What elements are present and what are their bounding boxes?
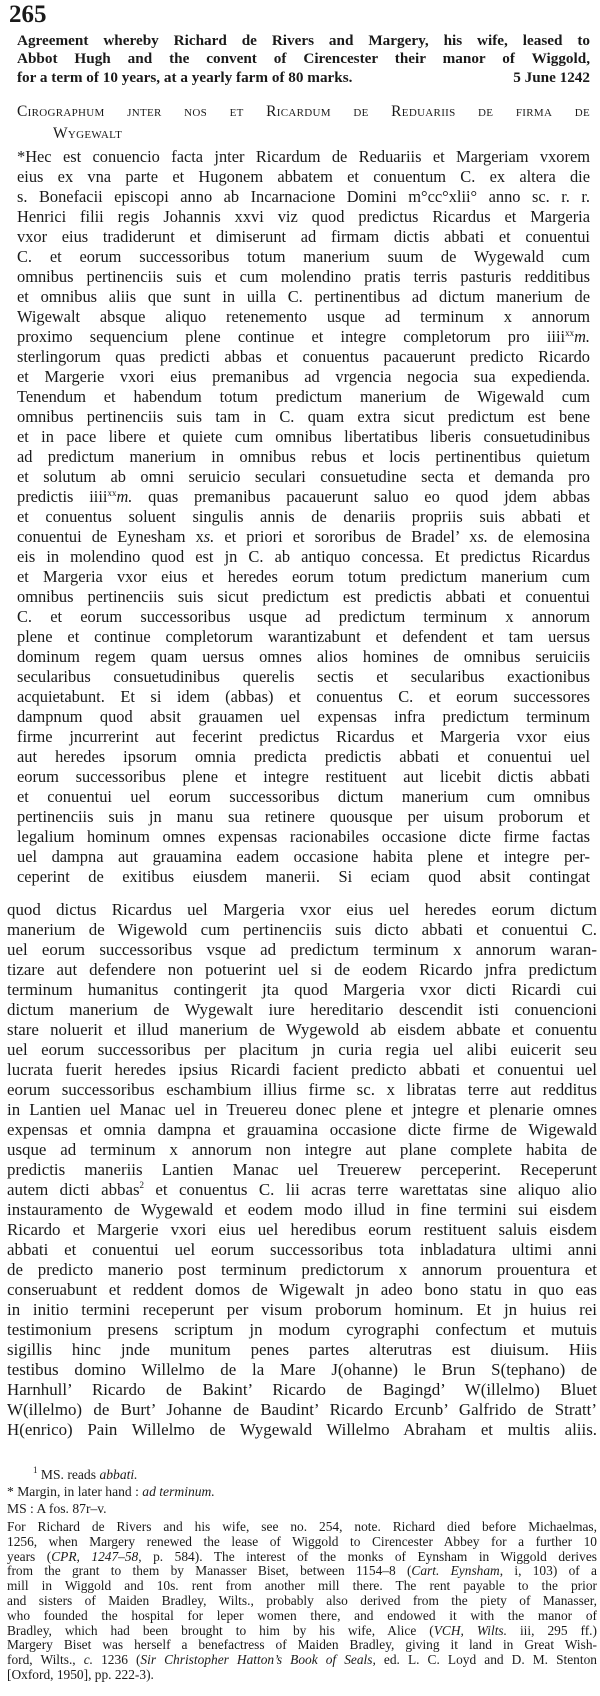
italic-segment: c. (83, 1653, 94, 1668)
text-line: predictis maneriis Lantien Manac uel Treuerew perceperint. Receperunt (7, 1160, 597, 1179)
text-line: Harnhull’ Ricardo de Bakint’ Ricardo de Bagingd’ W(illelmo) Bluet (7, 1380, 597, 1399)
text-segment: conuentui de Eynesham x (17, 527, 204, 546)
footnote-text: MS. reads (37, 1467, 100, 1482)
commentary-line (7, 1624, 597, 1639)
text-line: Henrici filii regis Johannis xxvi viz quod predictus Ricardus et Margeria (17, 207, 590, 226)
charter-text-part-1 (17, 147, 590, 887)
text-line: expensas et omnia dampna et grauamina occasione dicte firme de Wigewald (7, 1120, 597, 1139)
text-segment: , i, 103) of a (499, 1564, 597, 1579)
text-line: dampnum quod absit grauamen uel expensas infra predictum terminum (17, 707, 590, 726)
text-line: terminum humanitus contingerit jta quod Margeria vxor dicti Ricardi cui (7, 980, 597, 999)
text-line: de predicto manerio post terminum predictorum x annorum prouentura et (7, 1260, 597, 1279)
entry-heading (17, 32, 590, 87)
text-segment: 1236 ( (93, 1653, 141, 1668)
text-segment: proximo sequencium plene continue et integre completorum pro iiii (17, 327, 566, 346)
text-line: dominum regem quam uersus omnes alios homines de omnibus seruiciis (17, 647, 590, 666)
text-line: uel dampna aut grauamina eadem occasione habita plene et integre per- (17, 847, 590, 866)
text-line: uel eorum successoribus per placitum jn curia regia uel alibi euicerit seu (7, 1040, 597, 1059)
entry-number: 265 (9, 1, 47, 28)
text-line: manerium de Wigewold cum pertinenciis suis dicto abbati et conuentui C. (7, 920, 597, 939)
text-line: firme jncurrerint aut fecerint predictus Ricardus et Margeria vxor eius (17, 727, 590, 746)
text-line (17, 327, 590, 347)
footnote-ref: 2 (139, 1180, 145, 1190)
text-segment: predictis iiii (17, 487, 108, 506)
text-line: secularibus consuetudinibus querelis sectis et secularibus exactionibus (17, 667, 590, 686)
text-line: in initio termini receperunt per visum proborum hominum. Et jn huius rei (7, 1300, 597, 1319)
charter-text-part-2 (7, 900, 597, 1440)
text-line: uel eorum successoribus vsque ad predictum terminum x annorum waran- (7, 940, 597, 959)
text-line: testimonium presens scriptum jn modum cyrographi confectum et mutuis (7, 1320, 597, 1339)
italic-segment: s. (477, 527, 488, 546)
text-line: H(enrico) Pain Willelmo de Wygewald Willelmo Abraham et multis aliis. (7, 1420, 597, 1439)
text-segment: et priori et sororibus de Bradel’ x (214, 527, 478, 546)
text-line: et solutum ab omni seruicio seculari consuetudine secta et demanda pro (17, 467, 590, 486)
text-segment: ford, Wilts., (7, 1653, 84, 1668)
text-line: in Lantien uel Manac uel in Treuereu donec plene et jntegre et plenarie omnes (7, 1100, 597, 1119)
text-line: plene et continue completorum warantizabunt et defendent et tam uersus (17, 627, 590, 646)
text-line: vxor eius tradiderunt et dimiserunt ad firmam dictis abbati et conuentui (17, 227, 590, 246)
footnotes (7, 1466, 597, 1517)
text-line: s. Bonefacii episcopi anno ab Incarnacione Domini m°cc°xlii° anno sc. r. r. (17, 187, 590, 206)
text-line: W(illelmo) de Burt’ Johanne de Baudint’ Ricardo Ercunb’ Galfrido de Stratt’ (7, 1400, 597, 1419)
text-line: acquietabunt. Et si idem (abbas) et conuentus C. et eorum successores (17, 687, 590, 706)
text-line: *Hec est conuencio facta jnter Ricardum de Reduariis et Margeriam vxorem (17, 147, 590, 166)
italic-segment: CPR, 1247–58 (51, 1549, 139, 1564)
text-line: eis in molendino quod est jn C. ab antiquo concessa. Et predictus Ricardus (17, 547, 590, 566)
text-line: quod dictus Ricardus uel Margeria vxor eius uel heredes eorum dictum (7, 900, 597, 919)
commentary-line: who founded the hospital for leper women there, and endowed it with the manor of (7, 1608, 597, 1623)
heading-last-line (17, 69, 590, 87)
commentary-line (7, 1564, 597, 1579)
text-line: dictum manerium de Wygewalt iure hereditario descendit isti conuencioni (7, 1000, 597, 1019)
text-segment: de elemosina (487, 527, 590, 546)
text-line: omnibus pertinenciis suis sicut predictum est predictis abbati et conuentui (17, 587, 590, 606)
text-line: aut heredes ipsorum omnia predicta predictis abbati et conuentui uel (17, 747, 590, 766)
text-line: et in pace libere et quiete cum omnibus libertatibus liberis consuetudinibus (17, 427, 590, 446)
text-line (17, 527, 590, 547)
heading-line: for a term of 10 years, at a yearly farm of 80 marks. (17, 68, 353, 86)
text-line: eorum successoribus eschambium illius firme sc. x libratas terre aut redditus (7, 1080, 597, 1099)
rubric-line: Wygewalt (53, 125, 123, 142)
text-line (17, 487, 590, 507)
text-line: sigillis hinc jnde munitum penes partes alterutras est diuisum. Hiis (7, 1340, 597, 1359)
superscript: xx (107, 488, 117, 498)
text-segment: quas premanibus pacauerunt saluo eo quod jdem abbas (132, 487, 590, 506)
rubric-line: Cirographum jnter nos et Ricardum de Reduariis de firma de (17, 103, 590, 120)
text-segment: years ( (7, 1549, 52, 1564)
italic-segment: Cart. Eynsham (411, 1564, 500, 1579)
text-line: et conuentus soluent singulis annis de denariis propriis suis abbati et (17, 507, 590, 526)
italic-segment: Sir Christopher Hatton’s Book of Seals, (140, 1653, 376, 1668)
text-line: C. et eorum successoribus totum manerium suum de Wygewald cum (17, 247, 590, 266)
text-line: testibus domino Willelmo de la Mare J(ohanne) le Brun S(tephano) de (7, 1360, 597, 1379)
commentary-line: and sisters of Maiden Bradley, Wilts., probably also derived from the piety of Manasser, (7, 1593, 597, 1608)
text-line: tizare aut defendere non potuerint uel si de eodem Ricardo jnfra predictum (7, 960, 597, 979)
footnote-text: * Margin, in later hand : (7, 1484, 143, 1499)
text-line: ad predictum manerium in omnibus rebus et locis pertinentibus quietum (17, 447, 590, 466)
rubric-title (17, 101, 590, 145)
text-line: stare noluerit et illud manerium de Wygewold ab eisdem abbate et conuentu (7, 1020, 597, 1039)
text-line: et Margeria vxor eius et heredes eorum totum predictum manerium cum (17, 567, 590, 586)
text-line: Wigewalt absque aliquo retenemento usque ad terminum x annorum (17, 307, 590, 326)
editorial-commentary (7, 1520, 597, 1683)
footnote-margin (7, 1483, 597, 1500)
italic-segment: m. (116, 487, 133, 506)
text-line: Tenendum et habendum totum predictum manerium de Wigewald cum (17, 387, 590, 406)
manuscript-reference: MS : A fos. 87r–v. (7, 1501, 107, 1516)
footnote-italic: ad terminum. (142, 1484, 215, 1499)
text-line: pertinenciis suis jn manu sua retinere quousque per uisum proborum et (17, 807, 590, 826)
italic-segment: m. (574, 327, 590, 346)
commentary-line: [Oxford, 1950], pp. 222-3). (7, 1667, 154, 1682)
text-line: sterlingorum quas predicti abbas et conuentus pacauerunt predicto Ricardo (17, 347, 590, 366)
superscript: xx (565, 328, 575, 338)
text-line: lucrata fuerit heredes ipsius Ricardi facient predicto abbati et conuentui uel (7, 1060, 597, 1079)
text-segment: Bradley, which had been brought to him by his wife, Alice ( (7, 1623, 434, 1638)
text-line: et omnibus aliis que sunt in uilla C. pertinentibus ad dictum manerium de (17, 287, 590, 306)
commentary-line (7, 1550, 597, 1565)
text-line: omnibus pertinenciis suis et cum molendino pratis terris pasturis redditibus (17, 267, 590, 286)
heading-line: Agreement whereby Richard de Rivers and Margery, his wife, leased to (17, 32, 590, 49)
italic-segment: s. (203, 527, 215, 546)
commentary-line: mill in Wiggold and 10s. rent from another mill there. The rent payable to the prior (7, 1579, 597, 1594)
text-line: et conuentui uel eorum successoribus dictum manerium cum omnibus (17, 787, 590, 806)
text-line: et Margerie vxori eius premanibus ad vrgencia negocia sua expedienda. (17, 367, 590, 386)
text-line: omnibus pertinenciis suis tam in C. quam extra sicut predictum est bene (17, 407, 590, 426)
italic-segment: VCH, Wilts. (433, 1623, 507, 1638)
text-segment: et conuentus C. lii acras terre warettatas sine aliquo alio (144, 1180, 597, 1199)
entry-date: 5 June 1242 (513, 68, 590, 86)
text-line: C. et eorum successoribus usque ad predictum terminum x annorum (17, 607, 590, 626)
footnote-mark: 1 (33, 1465, 38, 1475)
commentary-line: For Richard de Rivers and his wife, see no. 254, note. Richard died before Michaelmas, (7, 1520, 597, 1534)
text-line: conseruabunt et reddent domos de Wigewalt jn adeo bono statu in quo eas (7, 1280, 597, 1299)
commentary-line: 1256, when Margery renewed the lease of Wiggold to Cirencester Abbey for a further 10 (7, 1534, 597, 1549)
text-line (7, 1180, 597, 1200)
text-line: ceperint de exitibus eiusdem manerii. Si eciam quod absit contingat (17, 867, 590, 886)
text-line: eius ex vna parte et Hugonem abbatem et conuentum C. ex altera die (17, 167, 590, 186)
text-segment: iii, 295 ff.) (506, 1623, 597, 1638)
footnote-italic: abbati. (99, 1467, 138, 1482)
text-segment: ed. L. C. Loyd and D. M. Stenton (375, 1653, 597, 1668)
commentary-line: Margery Biset was herself a benefactress of Maiden Bradley, giving it land in Great Wish- (7, 1638, 597, 1653)
commentary-line (7, 1653, 597, 1668)
text-line: instauramento de Wygewald et eodem modo illud in fine termini sui eisdem (7, 1200, 597, 1219)
text-line: Ricardo et Margerie vxori eius uel heredibus eorum restituent saluis eisdem (7, 1220, 597, 1239)
heading-line: Abbot Hugh and the convent of Cirencester their manor of Wiggold, (17, 50, 590, 68)
text-line: eorum successoribus plene et integre restituent aut licebit dictis abbati (17, 767, 590, 786)
text-line: usque ad terminum x annorum non integre aut plane complete habita de (7, 1140, 597, 1159)
text-segment: , p. 584). The interest of the monks of Eynsham in Wiggold derives (138, 1549, 597, 1564)
footnote-1 (7, 1466, 597, 1483)
text-line: abbati et conuentui uel eorum successoribus tota inbladatura ultimi anni (7, 1240, 597, 1259)
text-segment: from the grant to them by Manasser Biset, between 1154–8 ( (7, 1564, 412, 1579)
text-line: legalium hominum omnes expensas racionabiles occasione dicte firme factas (17, 827, 590, 846)
text-segment: autem dicti abbas (7, 1180, 140, 1199)
